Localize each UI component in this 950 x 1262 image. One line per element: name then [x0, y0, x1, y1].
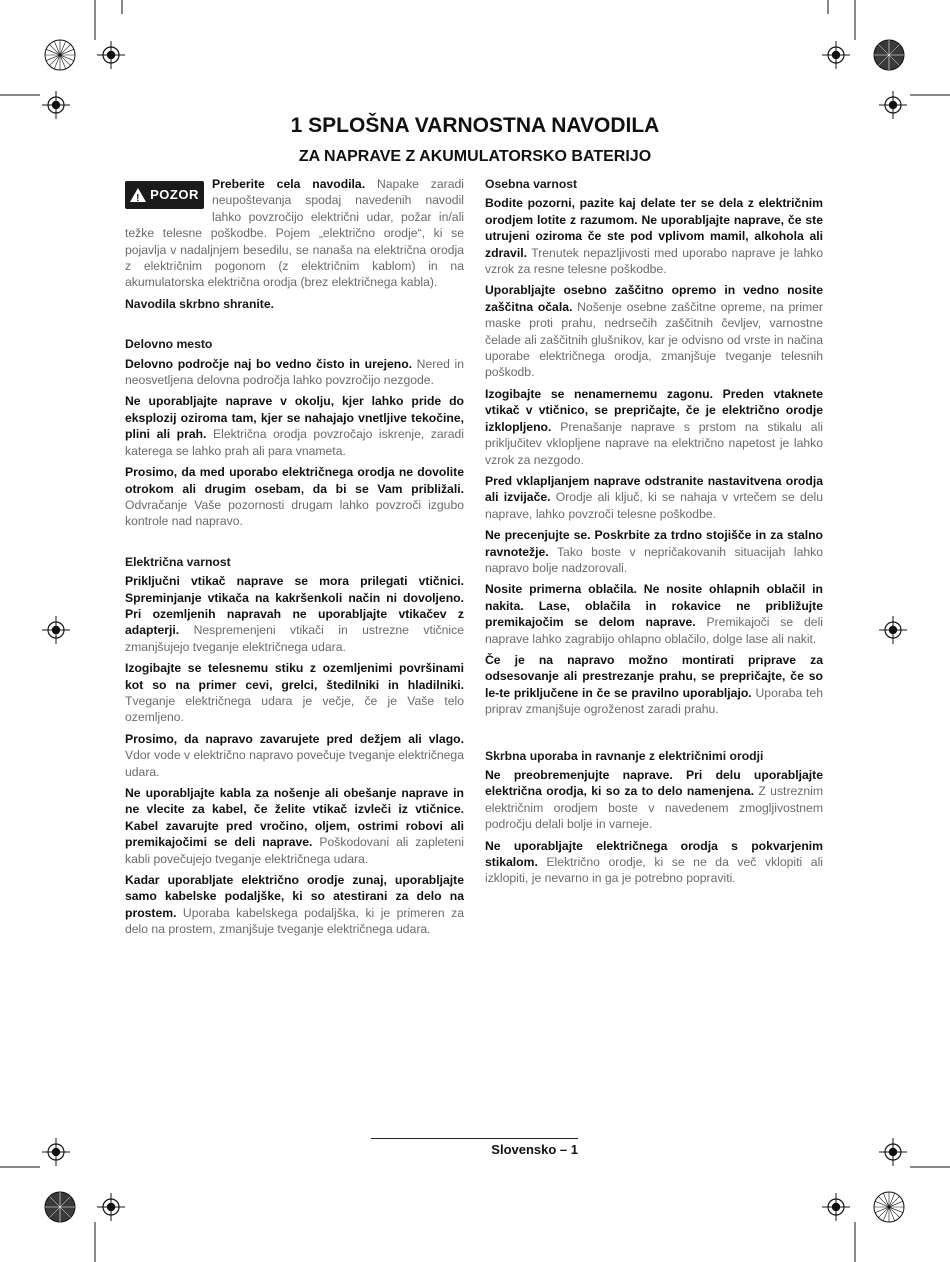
paragraph: Prosimo, da med uporabo električnega orodja ne dovolite otrokom ali drugim osebam, da bi se Vam približali. Odvračanje Vaše pozornosti drugam lahko povzroči izgubo kontrole nad napravo. [125, 465, 464, 529]
intro-paragraph: Preberite cela navodila. Napake zaradi neupoštevanja spodaj navedenih navodil lahko povzročijo električni udar, požar in/ali težke telesne poškodbe. Pojem „električno orodje“, ki se pojavlja v nadaljnjem besedilu, se nanaša na električna orodja z električnim pogonom (z električnim kablom) in na akumulatorska električna orodja (brez električnega kabla). [125, 177, 464, 290]
warning-badge [125, 181, 204, 209]
paragraph: Priključni vtikač naprave se mora prilegati vtičnici. Spreminjanje vtikača na kakršenkoli način ni dovoljeno. Pri ozemljenih napravah ne uporabljajte vtikačev z adapterji. Nespremenjeni vtikači in ustrezne vtičnice zmanjšujejo tveganje električnega udara. [125, 574, 464, 654]
paragraph: Ne uporabljajte električnega orodja s pokvarjenim stikalom. Električno orodje, ki se ne da več vklopiti ali izklopiti, je nevarno in ga je potrebno popraviti. [485, 838, 823, 886]
page-footer: Slovensko – 1 [491, 1142, 578, 1157]
page-title: 1 SPLOŠNA VARNOSTNA NAVODILA [290, 114, 660, 137]
warning-icon: ! [130, 188, 146, 202]
section-heading-workplace: Delovno mesto [125, 337, 213, 352]
paragraph: Če je na napravo možno montirati priprave za odsesovanje ali prestrezanje prahu, se prepričajte, če so le-te priključene in če se pravilno uporabljajo. Uporaba teh priprav zmanjšuje ogroženost zaradi prahu. [485, 652, 824, 717]
keep-instructions: Navodila skrbno shranite. [125, 296, 274, 311]
paragraph: Delovno področje naj bo vedno čisto in urejeno. Nered in neosvetljena delovna področja lahko povzročijo nezgode. [125, 356, 464, 388]
section-heading-electrical: Električna varnost [125, 554, 231, 569]
paragraph: Bodite pozorni, pazite kaj delate ter se dela z električnim orodjem lotite z razumom. Ne uporabljajte naprave, če ste utrujeni oziroma če ste pod vplivom mamil, alkohola ali zdravil. Trenutek nepazljivosti med uporabo naprave je lahko vzrok za resne telesne poškodbe. [485, 196, 823, 277]
paragraph: Pred vklapljanjem naprave odstranite nastavitvena orodja ali izvijače. Orodje ali ključ, ki se nahaja v vrtečem se delu naprave, lahko povzroči telesne poškodbe. [485, 473, 823, 521]
paragraph: Uporabljajte osebno zaščitno opremo in vedno nosite zaščitna očala. Nošenje osebne zaščitne opreme, na primer maske proti prahu, nedrsečih zaščitnih čevljev, varnostne čelade ali zaščitnih glušnikov, kar je odvisno od vrste in načina uporabe električnega orodja, zmanjšuje tveganje telesnih poškodb. [485, 283, 823, 380]
paragraph: Prosimo, da napravo zavarujete pred dežjem ali vlago. Vdor vode v električno napravo povečuje tveganje električnega udara. [125, 731, 464, 779]
paragraph: Ne uporabljajte kabla za nošenje ali obešanje naprave in ne vlecite za kabel, če želite vtikač izvleči iz vtičnice. Kabel zavarujte pred vročino, oljem, ostrimi robovi ali premikajočimi se deli naprave. Poškodovani ali zapleteni kabli povečujejo tveganje električnega udara. [125, 786, 464, 866]
paragraph: Izogibajte se telesnemu stiku z ozemljenimi površinami kot so na primer cevi, grelci, štedilniki in hladilniki. Tveganje električnega udara je večje, če je Vaše telo ozemljeno. [125, 661, 464, 725]
paragraph: Ne preobremenjujte naprave. Pri delu uporabljajte električna orodja, ki so za to delo namenjena. Z ustreznim električnim orodjem boste v navedenem zmogljivostnem področju delali bolje in varneje. [485, 768, 824, 832]
footer-rule [371, 1138, 578, 1139]
paragraph: Izogibajte se nenamernemu zagonu. Preden vtaknete vtikač v vtičnico, se prepričajte, če je električno orodje izklopljeno. Prenašanje naprave s prstom na stikalu ali priključitev vklopljene naprave na električno napetost je lahko vzrok za nezgodo. [485, 386, 823, 467]
page-subtitle: ZA NAPRAVE Z AKUMULATORSKO BATERIJO [298, 148, 652, 165]
paragraph: Nosite primerna oblačila. Ne nosite ohlapnih oblačil in nakita. Lase, oblačila in rokavice ne približujte premikajočim se delom naprave. Premikajoči se deli naprave lahko zagrabijo ohlapno oblačilo, dolge lase ali nakit. [485, 582, 823, 646]
section-heading-care: Skrbna uporaba in ravnanje z električnimi orodji [485, 748, 764, 763]
paragraph: Kadar uporabljate električno orodje zunaj, uporabljajte samo kabelske podaljške, ki so atestirani za delo na prostem. Uporaba kabelskega podaljška, ki je primeren za delo na prostem, zmanjšuje tveganje električnega udara. [125, 873, 464, 937]
section-heading-personal: Osebna varnost [485, 177, 578, 191]
right-column [485, 176, 823, 892]
paragraph: Ne uporabljajte naprave v okolju, kjer lahko pride do eksplozij oziroma tam, kjer se nahajajo vnetljive tekočine, plini ali prah. Električna orodja povzročajo iskrenje, zaradi katerega se lahko prah ali para vnameta. [125, 394, 464, 458]
paragraph: Ne precenjujte se. Poskrbite za trdno stojišče in za stalno ravnotežje. Tako boste v nepričakovanih situacijah lahko napravo bolje nadzorovali. [485, 528, 823, 575]
warning-label: POZOR [150, 186, 199, 202]
left-column [125, 176, 464, 943]
